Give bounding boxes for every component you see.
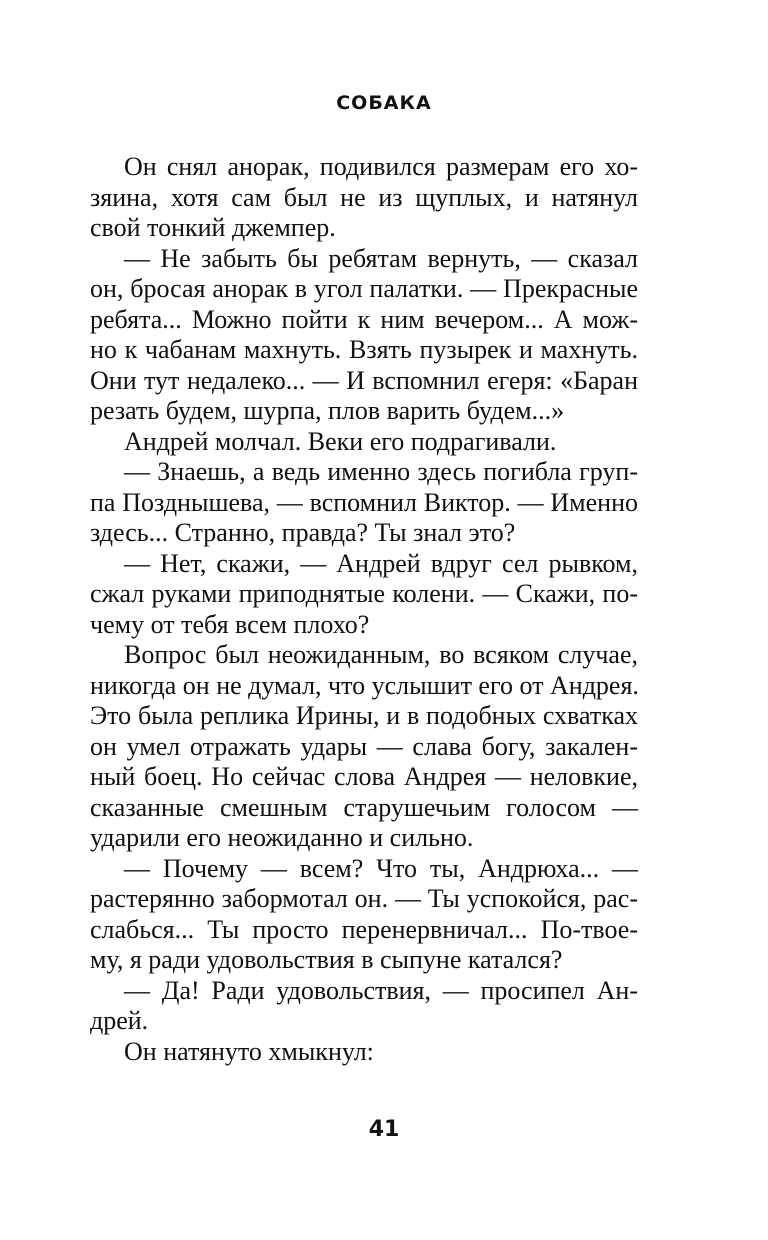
text-line: — Почему — всем? Что ты, Андрюха... — bbox=[124, 853, 638, 883]
text-line: — Нет, скажи, — Андрей вдруг сел рывком, bbox=[124, 548, 638, 578]
body-text bbox=[90, 152, 638, 1067]
text-line: — Не забыть бы ребятам вернуть, — сказал bbox=[124, 243, 638, 273]
text-line: он, бросая анорак в угол палатки. — Прекрасные bbox=[90, 274, 638, 303]
text-line: растерянно забормотал он. — Ты успокойся, рас- bbox=[90, 884, 638, 913]
paragraph bbox=[90, 427, 638, 458]
text-line: слабься... Ты просто перенервничал... По-твое- bbox=[90, 914, 638, 944]
text-line: он умел отражать удары — слава богу, закален- bbox=[90, 731, 638, 761]
text-line: чему от тебя всем плохо? bbox=[90, 609, 370, 639]
paragraph bbox=[90, 976, 638, 1037]
paragraph bbox=[90, 640, 638, 854]
text-line: Вопрос был неожиданным, во всяком случае, bbox=[124, 640, 638, 669]
running-title: СОБАКА bbox=[336, 92, 432, 114]
text-line: му, я ради удовольствия в сыпуне катался? bbox=[90, 945, 563, 974]
text-line: Они тут недалеко... — И вспомнил егеря: «Баран bbox=[90, 365, 638, 395]
paragraph bbox=[90, 854, 638, 976]
text-line: зяина, хотя сам был не из щуплых, и натянул bbox=[90, 182, 638, 212]
page-number: 41 bbox=[368, 1117, 400, 1142]
paragraph bbox=[90, 549, 638, 641]
text-line: — Да! Ради удовольствия, — просипел Ан- bbox=[124, 975, 638, 1005]
text-line: — Знаешь, а ведь именно здесь погибла груп- bbox=[124, 457, 638, 486]
text-line: здесь... Странно, правда? Ты знал это? bbox=[90, 518, 516, 547]
text-line: па Позднышева, — вспомнил Виктор. — Именно bbox=[90, 487, 638, 517]
text-line: свой тонкий джемпер. bbox=[90, 213, 336, 242]
text-line: Это была реплика Ирины, и в подобных схватках bbox=[90, 701, 638, 730]
text-line: ный боец. Но сейчас слова Андрея — неловкие, bbox=[90, 762, 638, 791]
text-line: ребята... Можно пойти к ним вечером... А мож- bbox=[90, 304, 638, 334]
text-line: Андрей молчал. Веки его подрагивали. bbox=[124, 426, 557, 456]
text-line: но к чабанам махнуть. Взять пузырек и махнуть. bbox=[90, 335, 638, 364]
text-line: Он натянуто хмыкнул: bbox=[124, 1036, 374, 1066]
paragraph bbox=[90, 1037, 638, 1068]
text-line: сказанные смешным старушечьим голосом — bbox=[90, 792, 638, 822]
text-line: сжал руками приподнятые колени. — Скажи, по- bbox=[90, 579, 638, 608]
text-line: резать будем, шурпа, плов варить будем...» bbox=[90, 396, 565, 425]
text-line: ударили его неожиданно и сильно. bbox=[90, 823, 474, 852]
text-line: Он снял анорак, подивился размерам его хо- bbox=[124, 152, 638, 181]
paragraph bbox=[90, 244, 638, 427]
text-line: дрей. bbox=[90, 1006, 149, 1035]
paragraph bbox=[90, 152, 638, 244]
text-line: никогда он не думал, что услышит его от Андрея. bbox=[90, 670, 639, 700]
paragraph bbox=[90, 457, 638, 549]
